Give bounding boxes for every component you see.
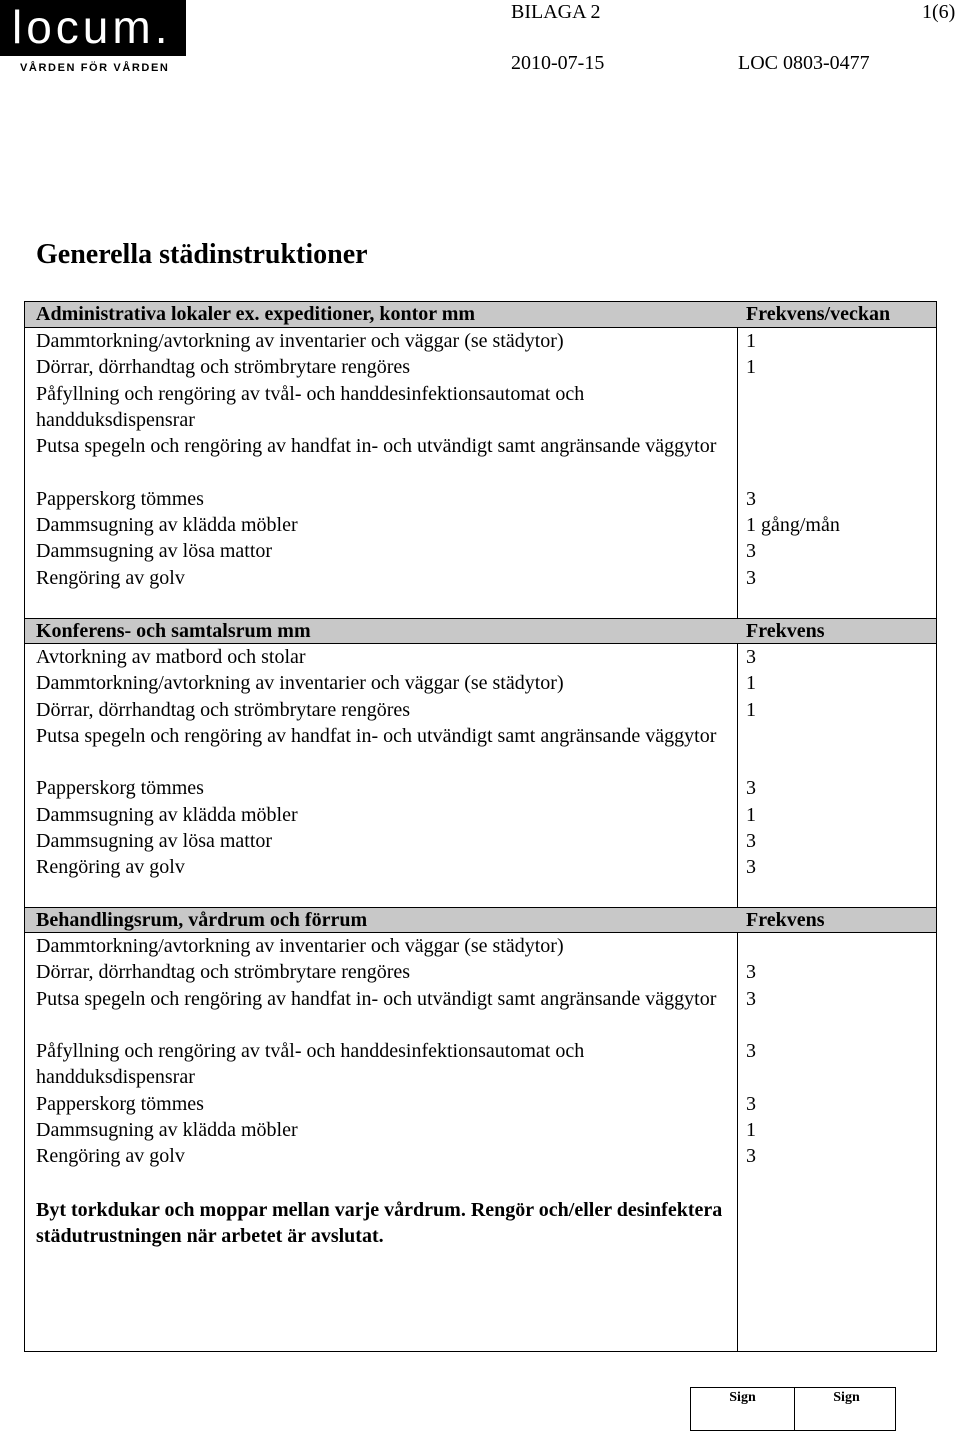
table-row	[25, 354, 936, 380]
section-title: Konferens- och samtalsrum mm	[36, 620, 311, 642]
table-row	[25, 828, 936, 854]
table-row	[25, 670, 936, 696]
frequency-value: 1	[746, 1119, 756, 1142]
signature-label: Sign	[833, 1390, 860, 1405]
cleaning-instructions-table	[24, 301, 937, 1352]
frequency-value: 3	[746, 1040, 756, 1063]
frequency-value: 1	[746, 672, 756, 695]
frequency-heading: Frekvens/veckan	[746, 303, 891, 325]
table-row	[25, 986, 936, 1039]
table-row	[25, 697, 936, 723]
task-text: Avtorkning av matbord och stolar	[36, 646, 306, 668]
doc-date: 2010-07-15	[511, 52, 605, 74]
task-text: Dammsugning av klädda möbler	[36, 803, 298, 826]
frequency-value: 1	[746, 330, 756, 352]
task-text: Dammsugning av lösa mattor	[36, 830, 273, 853]
task-text: Putsa spegeln och rengöring av handfat in- och utvändigt samt angränsande väggytor	[36, 987, 717, 1010]
section-administrative	[25, 302, 936, 591]
task-text: Dammsugning av klädda möbler	[36, 514, 298, 537]
frequency-value: 1 gång/mån	[746, 514, 840, 537]
table-row	[25, 802, 936, 828]
frequency-value: 3	[746, 1092, 756, 1115]
page-number: 1(6)	[922, 1, 956, 23]
frequency-heading: Frekvens	[746, 620, 825, 642]
task-text: Dammsugning av klädda möbler	[36, 1119, 298, 1142]
table-row	[25, 328, 936, 354]
task-text: Dammtorkning/avtorkning av inventarier och väggar (se städytor)	[36, 935, 564, 957]
frequency-value: 1	[746, 356, 756, 379]
table-row	[25, 959, 936, 985]
task-text: Papperskorg tömmes	[36, 1092, 204, 1115]
doc-label: BILAGA 2	[511, 1, 601, 23]
task-text: Dörrar, dörrhandtag och strömbrytare rengöres	[36, 698, 411, 721]
table-row	[25, 1117, 936, 1143]
table-row	[25, 933, 936, 959]
signature-field-a[interactable]	[691, 1388, 794, 1430]
frequency-value: 3	[746, 566, 756, 589]
task-text: Dörrar, dörrhandtag och strömbrytare rengöres	[36, 356, 411, 379]
page-title: Generella städinstruktioner	[36, 239, 368, 270]
frequency-value: 3	[746, 830, 756, 853]
section-conference	[25, 618, 936, 881]
section-title: Administrativa lokaler ex. expeditioner, kontor mm	[36, 303, 476, 325]
task-text: Dammtorkning/avtorkning av inventarier och väggar (se städytor)	[36, 672, 564, 695]
doc-reference: LOC 0803-0477	[738, 52, 870, 74]
task-text: Dammtorkning/avtorkning av inventarier och väggar (se städytor)	[36, 330, 564, 352]
table-row	[25, 381, 936, 434]
signature-field-b[interactable]	[794, 1388, 898, 1430]
frequency-value: 3	[746, 856, 756, 879]
logo-tagline: VÅRDEN FÖR VÅRDEN	[20, 62, 170, 74]
table-row	[25, 723, 936, 776]
task-text: Papperskorg tömmes	[36, 487, 204, 510]
frequency-value: 1	[746, 698, 756, 721]
task-text: Rengöring av golv	[36, 856, 185, 879]
table-row	[25, 775, 936, 801]
table-row	[25, 512, 936, 538]
table-row	[25, 1091, 936, 1117]
frequency-heading: Frekvens	[746, 909, 825, 931]
table-row	[25, 565, 936, 591]
frequency-value: 3	[746, 1145, 756, 1168]
table-row	[25, 644, 936, 670]
task-text: Papperskorg tömmes	[36, 777, 204, 800]
signature-label: Sign	[729, 1390, 756, 1405]
task-text: Rengöring av golv	[36, 566, 185, 589]
section-heading	[25, 302, 936, 328]
section-title: Behandlingsrum, vårdrum och förrum	[36, 909, 368, 931]
frequency-value: 3	[746, 646, 756, 668]
signature-box	[690, 1387, 896, 1431]
frequency-value: 3	[746, 777, 756, 800]
task-text: Påfyllning och rengöring av tvål- och handdesinfektionsautomat och handduksdispensrar	[36, 1040, 585, 1089]
task-text: Putsa spegeln och rengöring av handfat in- och utvändigt samt angränsande väggytor	[36, 435, 717, 458]
table-row	[25, 538, 936, 564]
frequency-value: 1	[746, 803, 756, 826]
task-text: Putsa spegeln och rengöring av handfat in- och utvändigt samt angränsande väggytor	[36, 724, 717, 747]
locum-logo	[0, 0, 186, 56]
frequency-value: 3	[746, 961, 756, 984]
table-row	[25, 1038, 936, 1091]
task-text: Påfyllning och rengöring av tvål- och handdesinfektionsautomat och handduksdispensrar	[36, 382, 585, 431]
section-heading	[25, 907, 936, 933]
table-row	[25, 433, 936, 486]
task-text: Dörrar, dörrhandtag och strömbrytare rengöres	[36, 961, 411, 984]
table-row	[25, 486, 936, 512]
section-heading	[25, 618, 936, 644]
hygiene-note: Byt torkdukar och moppar mellan varje vårdrum. Rengör och/eller desinfektera städutrustningen när arbetet är avslutat.	[36, 1199, 723, 1247]
frequency-value: 3	[746, 487, 756, 510]
section-treatment-rooms	[25, 907, 936, 1170]
table-row	[25, 1143, 936, 1169]
task-text: Rengöring av golv	[36, 1145, 185, 1168]
frequency-value: 3	[746, 540, 756, 563]
task-text: Dammsugning av lösa mattor	[36, 540, 273, 563]
frequency-value: 3	[746, 987, 756, 1010]
logo-wordmark: locum.	[12, 1, 172, 53]
table-row	[25, 854, 936, 880]
